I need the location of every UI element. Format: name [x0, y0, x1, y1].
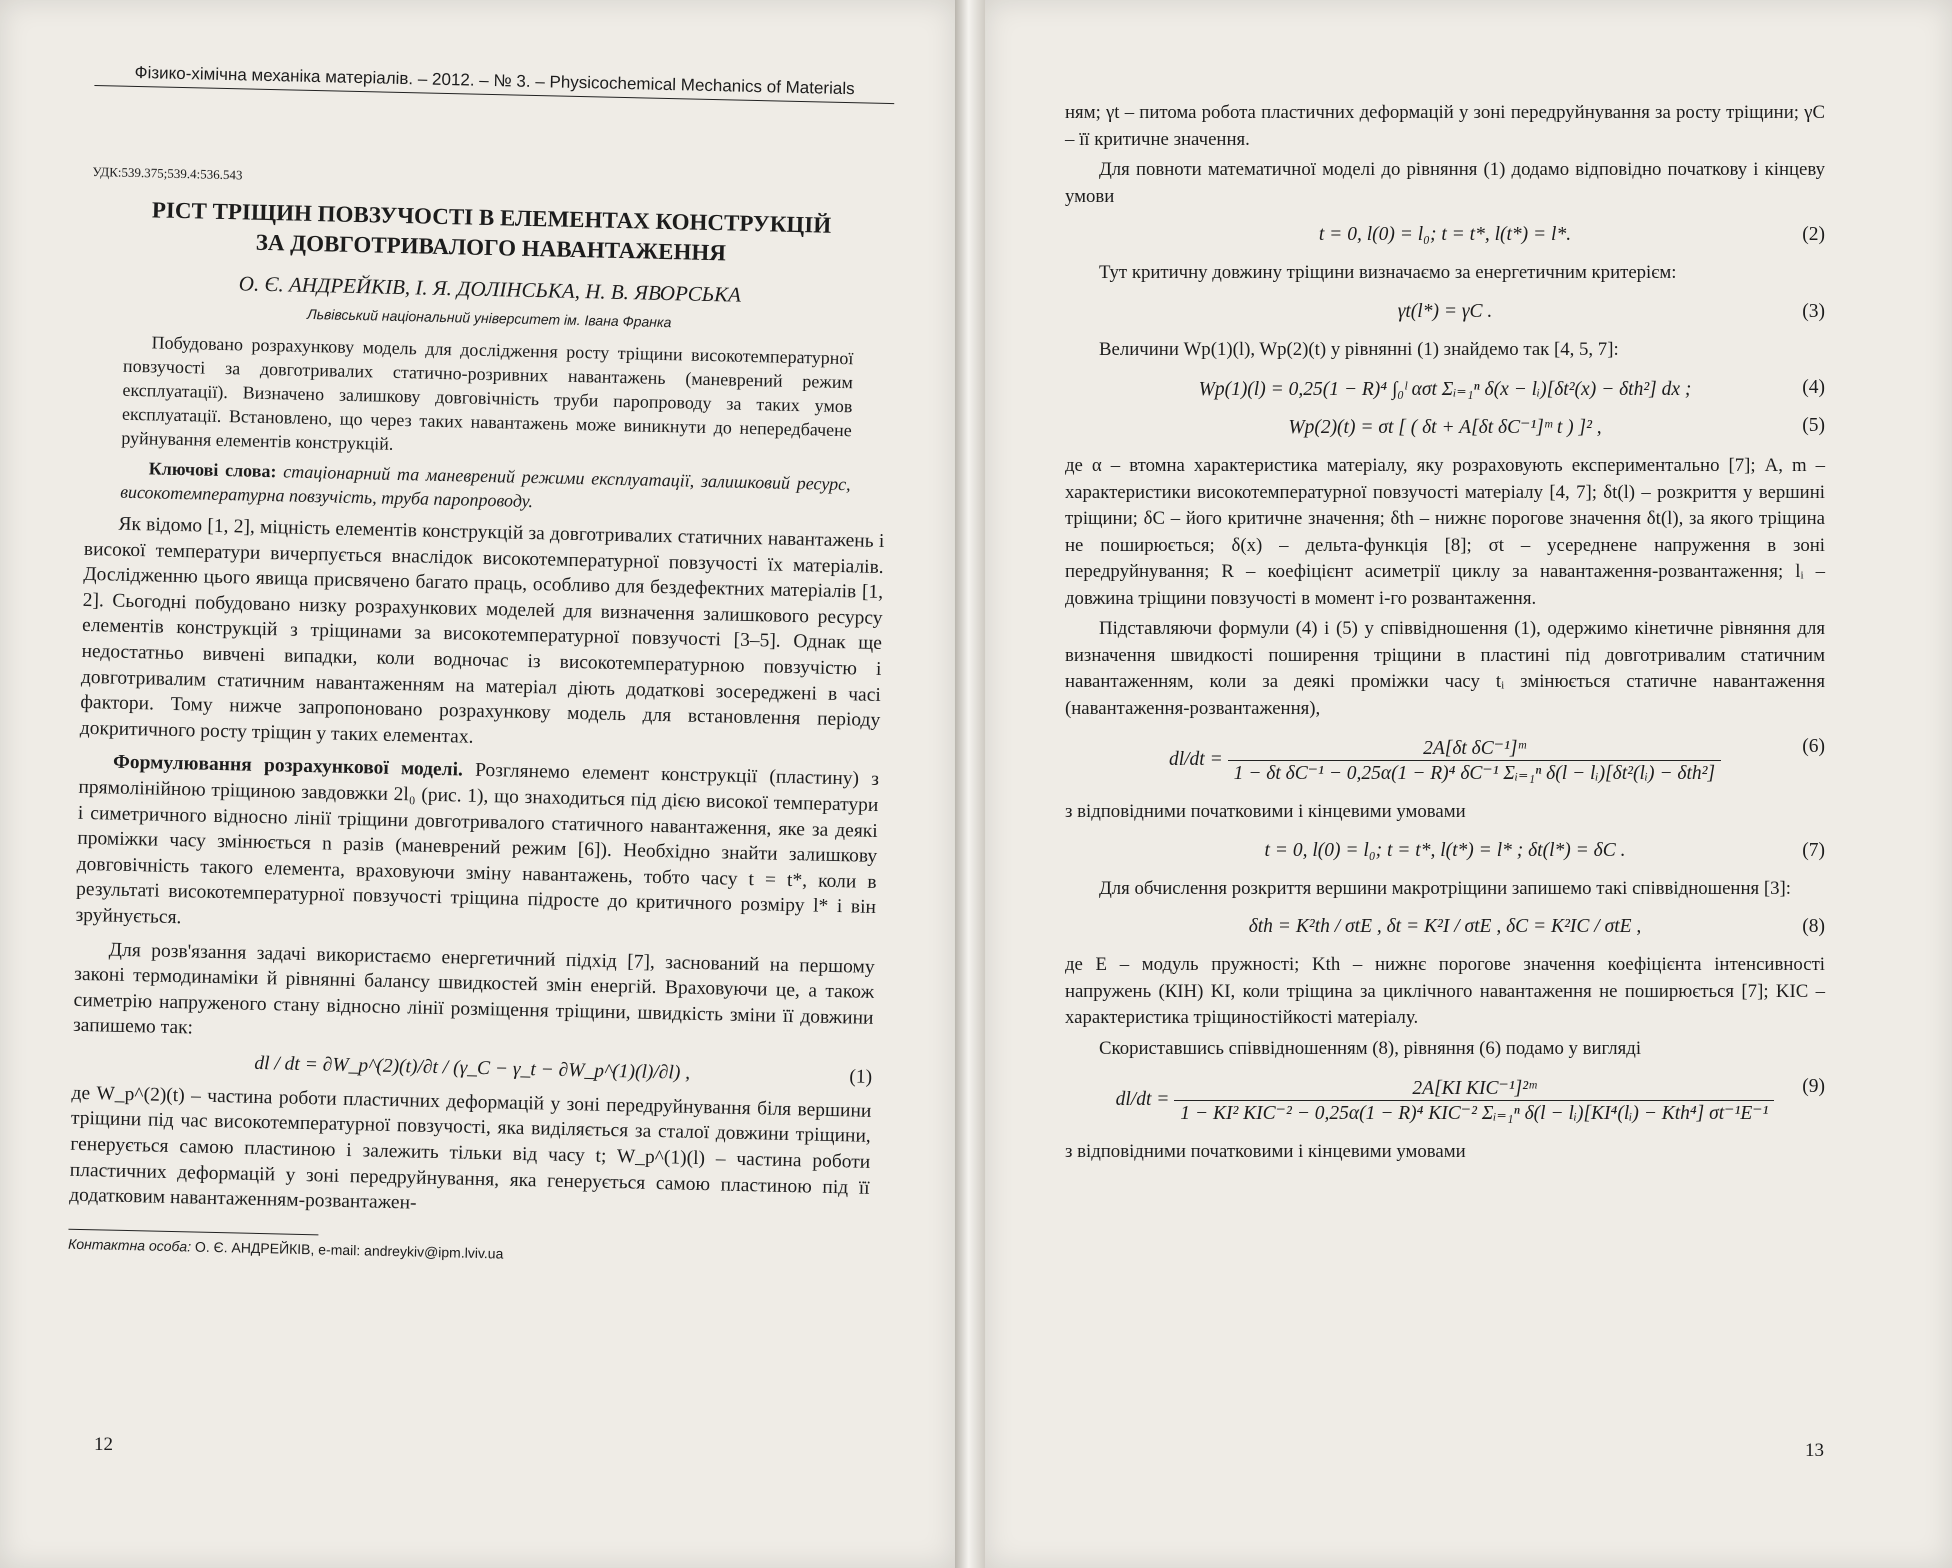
equation-5-body: Wp(2)(t) = σt [ ( δt + A[δt δC⁻¹]ᵐ t ) ]² ,	[1288, 417, 1602, 438]
equation-1-body: dl / dt = ∂W_p^(2)(t)/∂t / (γ_C − γ_t − ∂W_p^(1)(l)/∂l) ,	[254, 1052, 691, 1084]
equation-8-body: δth = K²th / σtE , δt = K²I / σtE , δC = K²IC / σtE ,	[1248, 916, 1642, 937]
right-p10: Скориставшись співвідношенням (8), рівняння (6) подамо у вигляді	[1099, 1037, 1642, 1059]
equation-1-number: (1)	[849, 1066, 873, 1088]
equation-6-number: (6)	[1802, 736, 1825, 757]
footnote-contact: О. Є. АНДРЕЙКІВ, e-mail: andreykiv@ipm.lviv.ua	[194, 1238, 504, 1262]
equation-9-lhs: dl/dt =	[1115, 1088, 1170, 1110]
equation-9-denominator: 1 − KI² KIC⁻² − 0,25α(1 − R)⁴ KIC⁻² Σᵢ₌₁ⁿ δ(l − lᵢ)[KI⁴(lᵢ) − Kth⁴] σt⁻¹E⁻¹	[1180, 1103, 1769, 1124]
equation-2	[1065, 224, 1825, 246]
right-p5: де α – втомна характеристика матеріалу, яку розраховують експериментально [7]; A, m – характеристики високотемпературної повзучості матеріалу [4, 7]; δt(l) – розкриття у вершині тріщини; δC – його критичне значення; δth – нижнє порогове значення δt(l), за якого тріщина не поширюється; δ(x) – дельта-функція [8]; σt – усереднене напруження в зоні передруйнування; R – коефіцієнт асиметрії циклу за навантаження-розвантаження; lᵢ – довжина тріщини повзучості в момент i-го розвантаження.	[1065, 455, 1825, 609]
title-line-2: ЗА ДОВГОТРИВАЛОГО НАВАНТАЖЕННЯ	[255, 229, 727, 266]
equation-6-fraction	[1228, 736, 1721, 785]
book-gutter	[955, 0, 985, 1568]
equation-7-number: (7)	[1802, 839, 1825, 861]
equation-9-fraction	[1174, 1076, 1774, 1125]
left-page-content	[68, 60, 895, 1270]
energy-paragraph: Для розв'язання задачі використаємо енергетичний підхід [7], заснований на першому законі термодинаміки й рівнянні балансу швидкостей змін енергій. Враховуючи це, а також симетрію напруженого стану відносно лінії розміщення тріщини, швидкість зміни її довжини запишемо так:	[72, 939, 875, 1039]
equation-6-denominator: 1 − δt δC⁻¹ − 0,25α(1 − R)⁴ δC⁻¹ Σᵢ₌₁ⁿ δ(l − lᵢ)[δt²(lᵢ) − δth²]	[1233, 763, 1716, 784]
right-p1: ням; γt – питома робота пластичних деформацій у зоні передруйнування за росту тріщини; γC – її критичне значення.	[1065, 102, 1825, 150]
abstract: Побудовано розрахункову модель для дослідження росту тріщини високотемпературної повзучості за довготривалих статично-розривних навантажень (маневрений режим експлуатації). Визначено залишкову довговічність труби паропроводу за таких умов експлуатації. Встановлено, що через таких навантажень може виникнути до непередбачене руйнування елементів конструкцій.	[121, 332, 854, 454]
section-paragraph	[75, 749, 879, 946]
equation-9	[1065, 1076, 1825, 1125]
right-p11: з відповідними початковими і кінцевими умовами	[1065, 1141, 1466, 1162]
keywords-list: стаціонарний та маневрений режими експлуатації, залишковий ресурс, високотемпературна повзучість, труба паропроводу.	[119, 461, 851, 512]
page-number-right: 13	[1805, 1440, 1824, 1461]
right-p4: Величини Wp(1)(l), Wp(2)(t) у рівнянні (1) знайдемо так [4, 5, 7]:	[1099, 338, 1619, 360]
authors: О. Є. АНДРЕЙКІВ, І. Я. ДОЛІНСЬКА, Н. В. ЯВОРСЬКА	[238, 271, 742, 307]
intro-paragraph: Як відомо [1, 2], міцність елементів конструкцій за довготривалих статичних навантажень і високої температури вичерпується внаслідок високотемпературної повзучості їх матеріалів. Дослідженню цього явища присвячено багато праць, особливо для бездефектних матеріалів [1, 2]. Сьогодні побудовано низку розрахункових моделей для визначення залишкового ресурсу елементів конструкцій з тріщинами за високотемпературної повзучості [3–5]. Однак ще недостатньо вивчені випадки, коли водночас із високотемпературною повзучістю і довготривалим статичним навантаженням на матеріал діють додаткові зосереджені в часі фактори. Тому нижче запропоновано розрахункову модель для встановлення періоду докритичного росту тріщин у таких елементах.	[79, 513, 885, 748]
section-heading: Формулювання розрахункової моделі.	[112, 751, 464, 781]
equation-8-number: (8)	[1802, 916, 1825, 937]
equation-9-number: (9)	[1802, 1076, 1825, 1097]
equation-3-number: (3)	[1802, 300, 1825, 322]
footnote-label: Контактна особа:	[67, 1235, 192, 1255]
right-p8: Для обчислення розкриття вершини макротріщини запишемо такі співвідношення [3]:	[1099, 877, 1791, 899]
right-p7: з відповідними початковими і кінцевими умовами	[1065, 801, 1466, 822]
title-line-1: РІСТ ТРІЩИН ПОВЗУЧОСТІ В ЕЛЕМЕНТАХ КОНСТРУКЦІЙ	[151, 197, 832, 238]
after-eq1-paragraph: де W_p^(2)(t) – частина роботи пластичних деформацій у зоні передруйнування біля вершини тріщини під час високотемпературної повзучості, яка виділяється за сталої довжини тріщини, генерується самою пластиною і залежить тільки від часу t; W_p^(1)(l) – частина роботи пластичних деформацій у зоні передруйнування, яка генерується самою пластиною під її додатковим навантаженням-розвантажен-	[68, 1082, 872, 1214]
equation-6-numerator: 2A[δt δC⁻¹]ᵐ	[1228, 736, 1721, 761]
equation-3-body: γt(l*) = γC .	[1397, 300, 1493, 322]
right-page-content	[1065, 100, 1825, 1166]
equation-6-lhs: dl/dt =	[1168, 748, 1223, 770]
equation-6	[1065, 736, 1825, 785]
article-title	[91, 194, 892, 272]
affiliation: Львівський національний університет ім. Івана Франка	[306, 305, 672, 331]
equation-4	[1065, 377, 1825, 401]
equation-5-number: (5)	[1802, 415, 1825, 436]
equation-7	[1065, 840, 1825, 862]
udc-code: УДК:539.375;539.4:536.543	[92, 163, 243, 183]
equation-4-body: Wp(1)(l) = 0,25(1 − R)⁴ ∫₀ˡ ασt Σᵢ₌₁ⁿ δ(x − lᵢ)[δt²(x) − δth²] dx ;	[1198, 379, 1692, 400]
journal-header: Фізико-хімічна механіка матеріалів. – 2012. – № 3. – Physicochemical Mechanics of Materials	[94, 62, 894, 104]
keywords	[120, 456, 851, 521]
keywords-label: Ключові слова:	[148, 458, 277, 482]
equation-4-number: (4)	[1802, 377, 1825, 398]
right-p9: де E – модуль пружності; Kth – нижнє порогове значення коефіцієнта інтенсивності напружень (КІН) KI, коли тріщина за циклічного навантаження не поширюється [7]; KIC – характеристика тріщиностійкості матеріалу.	[1065, 954, 1825, 1028]
right-p6: Підставляючи формули (4) і (5) у співвідношення (1), одержимо кінетичне рівняння для визначення швидкості поширення тріщини в пластині під довготривалим статичним навантаженням, коли за деякі проміжки часу tᵢ змінюється статичне навантаження (навантаження-розвантаження),	[1065, 618, 1825, 719]
equation-2-number: (2)	[1802, 224, 1825, 245]
right-p2: Для повноти математичної моделі до рівняння (1) додамо відповідно початкову і кінцеву умови	[1065, 159, 1825, 207]
page-number-left: 12	[94, 1434, 113, 1455]
equation-9-numerator: 2A[KI KIC⁻¹]²ᵐ	[1174, 1076, 1774, 1101]
footnote-rule	[68, 1229, 318, 1236]
right-p3: Тут критичну довжину тріщини визначаємо за енергетичним критерієм:	[1099, 262, 1677, 283]
equation-8	[1065, 916, 1825, 938]
equation-5	[1065, 415, 1825, 439]
equation-3	[1065, 301, 1825, 323]
equation-2-body: t = 0, l(0) = l₀; t = t*, l(t*) = l*.	[1318, 224, 1572, 245]
equation-7-body: t = 0, l(0) = l₀; t = t*, l(t*) = l* ; δt(l*) = δC .	[1264, 839, 1626, 861]
section-text: Розглянемо елемент конструкції (пластину) з прямолінійною тріщиною завдовжки 2l₀ (рис. 1), що знаходиться під дією високої температури і симетричного відносно лінії тріщини довготривалого статичного навантаження, яке за деякі проміжки часу змінюється n разів (маневрений режим [6]). Необхідно знайти залишкову довговічність такого елемента, враховуючи зміну навантажень, тобто часу t = t*, коли в результаті високотемпературної повзучості тріщина підросте до критичного розміру l* і він зруйнується.	[75, 760, 880, 929]
